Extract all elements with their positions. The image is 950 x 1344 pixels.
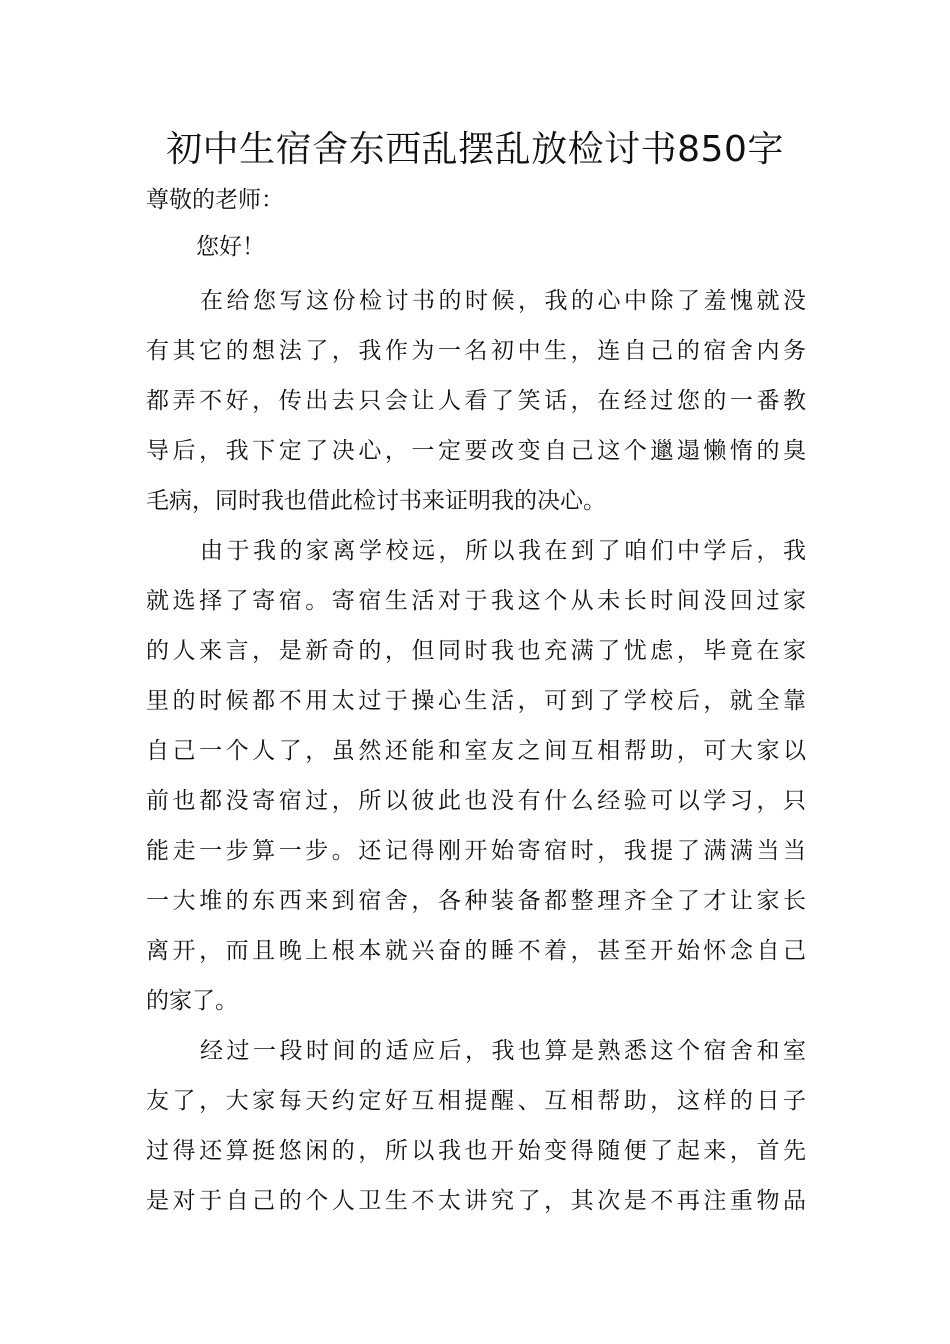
text-line: 里的时候都不用太过于操心生活，可到了学校后，就全靠 — [146, 688, 806, 714]
text-line: 在给您写这份检讨书的时候，我的心中除了羞愧就没 — [200, 288, 806, 314]
text-line: 是对于自己的个人卫生不太讲究了，其次是不再注重物品 — [146, 1188, 806, 1214]
text-line: 就选择了寄宿。寄宿生活对于我这个从未长时间没回过家 — [146, 588, 806, 614]
text-line: 离开，而且晚上根本就兴奋的睡不着，甚至开始怀念自己 — [146, 938, 806, 964]
text-line: 有其它的想法了，我作为一名初中生，连自己的宿舍内务 — [146, 338, 806, 364]
text-line: 的人来言，是新奇的，但同时我也充满了忧虑，毕竟在家 — [146, 638, 806, 664]
paragraph-3 — [146, 1026, 806, 1226]
text-line: 经过一段时间的适应后，我也算是熟悉这个宿舍和室 — [200, 1038, 806, 1064]
text-line: 过得还算挺悠闲的，所以我也开始变得随便了起来，首先 — [146, 1138, 806, 1164]
text-line: 毛病，同时我也借此检讨书来证明我的决心。 — [146, 488, 606, 514]
text-line: 导后，我下定了决心，一定要改变自己这个邋遢懒惰的臭 — [146, 438, 806, 464]
paragraph-1 — [146, 276, 806, 526]
text-line: 前也都没寄宿过，所以彼此也没有什么经验可以学习，只 — [146, 788, 806, 814]
text-line: 自己一个人了，虽然还能和室友之间互相帮助，可大家以 — [146, 738, 806, 764]
text-line: 由于我的家离学校远，所以我在到了咱们中学后，我 — [200, 538, 806, 564]
text-line: 的家了。 — [146, 988, 238, 1014]
text-line: 一大堆的东西来到宿舍，各种装备都整理齐全了才让家长 — [146, 888, 806, 914]
text-line: 都弄不好，传出去只会让人看了笑话，在经过您的一番教 — [146, 388, 806, 414]
text-line: 能走一步算一步。还记得刚开始寄宿时，我提了满满当当 — [146, 838, 806, 864]
salutation: 尊敬的老师： — [146, 187, 284, 213]
body-text — [146, 276, 806, 1226]
paragraph-2 — [146, 526, 806, 1026]
document-title: 初中生宿舍东西乱摆乱放检讨书850字 — [166, 129, 784, 170]
text-line: 友了，大家每天约定好互相提醒、互相帮助，这样的日子 — [146, 1088, 806, 1114]
greeting: 您好！ — [196, 234, 265, 260]
